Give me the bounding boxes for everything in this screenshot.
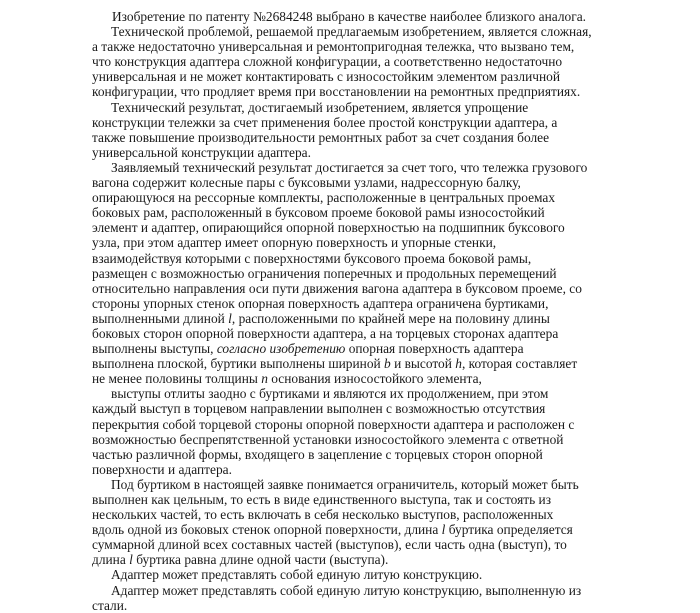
text-segment: стали. bbox=[92, 597, 128, 613]
text-line bbox=[0, 326, 700, 341]
text-segment: выступы отлиты заодно с буртиками и являются их продолжением, при этом bbox=[111, 386, 549, 402]
paragraph bbox=[0, 100, 700, 160]
paragraph bbox=[0, 386, 700, 477]
text-line bbox=[0, 432, 700, 447]
text-line bbox=[0, 311, 700, 326]
paragraph bbox=[0, 567, 700, 582]
text-segment: универсальной конструкции адаптера. bbox=[92, 144, 311, 160]
text-line bbox=[0, 417, 700, 432]
text-segment: суммарной длиной всех составных частей (выступов), если часть одна (выступ), то bbox=[92, 537, 567, 553]
text-segment: Заявляемый технический результат достигается за счет того, что тележка грузового bbox=[111, 159, 588, 175]
text-segment: Под буртиком в настоящей заявке понимается ограничитель, который может быть bbox=[111, 476, 579, 492]
italic-term: l bbox=[441, 522, 446, 538]
text-segment: возможностью беспрепятственной установки износостойкого элемента с ответной bbox=[92, 431, 564, 447]
text-segment: и высотой bbox=[390, 356, 456, 372]
text-line bbox=[0, 447, 700, 462]
text-line bbox=[0, 492, 700, 507]
italic-term: l bbox=[228, 310, 232, 326]
text-line bbox=[0, 583, 700, 598]
text-line bbox=[0, 220, 700, 235]
text-segment: опирающуюся на рессорные комплекты, расположенные в центральных проемах bbox=[92, 190, 556, 206]
text-line bbox=[0, 54, 700, 69]
text-segment: конструкции тележки за счет применения более простой конструкции адаптера, а bbox=[92, 114, 558, 130]
text-line bbox=[0, 462, 700, 477]
paragraph bbox=[0, 24, 700, 99]
text-line bbox=[0, 190, 700, 205]
text-line bbox=[0, 69, 700, 84]
paragraph bbox=[0, 9, 700, 24]
text-line bbox=[0, 205, 700, 220]
text-segment: выполнен как цельным, то есть в виде единственного выступа, так и состоять из bbox=[92, 492, 551, 507]
paragraph bbox=[0, 583, 700, 613]
paragraph bbox=[0, 160, 700, 386]
text-segment: вагона содержит колесные пары с буксовыми узлами, надрессорную балку, bbox=[92, 175, 521, 191]
italic-term: l bbox=[129, 552, 133, 568]
text-segment: перекрытия собой торцевой стороны опорной поверхности адаптера и расположен с bbox=[92, 416, 575, 432]
text-line bbox=[0, 537, 700, 552]
text-line bbox=[0, 598, 700, 613]
text-segment: взаимодействуя которыми с поверхностями буксового проема боковой рамы, bbox=[92, 250, 532, 266]
text-segment: выполненными длиной bbox=[92, 310, 229, 326]
text-segment: размещен с возможностью ограничения поперечных и продольных перемещений bbox=[92, 265, 557, 281]
text-line bbox=[0, 401, 700, 416]
text-line bbox=[0, 115, 700, 130]
text-segment: боковых рам, расположенный в буксовом проеме боковой рамы износостойкий bbox=[92, 205, 545, 221]
text-segment: Технической проблемой, решаемой предлагаемым изобретением, является сложная, bbox=[111, 24, 592, 40]
text-segment: частью различной формы, входящего в зацепление с торцевых сторон опорной bbox=[92, 446, 543, 462]
text-line bbox=[0, 266, 700, 281]
text-line bbox=[0, 552, 700, 567]
text-line bbox=[0, 522, 700, 537]
text-segment: , расположенными по крайней мере на половину длины bbox=[231, 310, 550, 326]
text-line bbox=[0, 175, 700, 190]
text-line bbox=[0, 281, 700, 296]
text-line bbox=[0, 9, 700, 24]
text-segment: выполнена плоской, буртики выполнены шириной bbox=[92, 356, 385, 372]
text-line bbox=[0, 24, 700, 39]
text-line bbox=[0, 84, 700, 99]
text-segment: опорная поверхность адаптера bbox=[345, 341, 524, 357]
italic-term: h bbox=[455, 356, 462, 372]
text-line bbox=[0, 130, 700, 145]
italic-term: n bbox=[261, 371, 268, 387]
text-segment: стороны упорных стенок опорная поверхность адаптера ограничена буртиками, bbox=[92, 295, 549, 311]
text-segment: также повышение производительности ремонтных работ за счет создания более bbox=[92, 129, 550, 145]
text-line bbox=[0, 39, 700, 54]
text-segment: выполнены выступы, bbox=[92, 341, 217, 357]
text-segment: каждый выступ в торцевом направлении выполнен с возможностью отсутствия bbox=[92, 401, 546, 417]
text-segment: не менее половины толщины bbox=[92, 371, 262, 387]
text-segment: , которая составляет bbox=[461, 356, 578, 372]
text-segment: элемент и адаптер, опирающийся опорной поверхностью на подшипник буксового bbox=[92, 220, 565, 236]
text-segment: поверхности и адаптера. bbox=[92, 461, 232, 477]
text-segment: Адаптер может представлять собой единую литую конструкцию, выполненную из bbox=[111, 582, 582, 598]
text-line bbox=[0, 235, 700, 250]
text-segment: длина bbox=[92, 552, 130, 568]
text-line bbox=[0, 356, 700, 371]
text-segment: Технический результат, достигаемый изобретением, является упрощение bbox=[111, 99, 529, 115]
text-segment: буртика равна длине одной части (выступа). bbox=[132, 552, 389, 568]
text-line bbox=[0, 100, 700, 115]
text-segment: конфигурации, что продляет время при восстановлении на ремонтных предприятиях. bbox=[92, 84, 581, 100]
text-line bbox=[0, 341, 700, 356]
text-line bbox=[0, 296, 700, 311]
text-segment: что конструкция адаптера сложной конфигурации, а соответственно недостаточно bbox=[92, 54, 563, 70]
text-segment: буртика определяется bbox=[445, 522, 573, 538]
text-segment: Изобретение по патенту №2684248 выбрано в качестве наиболее близкого аналога. bbox=[112, 9, 586, 24]
italic-term: согласно изобретению bbox=[216, 341, 346, 357]
text-line bbox=[0, 145, 700, 160]
text-segment: вдоль одной из боковых стенок опорной поверхности, длина bbox=[92, 522, 442, 538]
text-line bbox=[0, 386, 700, 401]
text-line bbox=[0, 507, 700, 522]
text-segment: Адаптер может представлять собой единую литую конструкцию. bbox=[111, 567, 483, 583]
text-line bbox=[0, 160, 700, 175]
text-segment: относительно направления оси пути движения вагона адаптера в буксовом проеме, со bbox=[92, 280, 582, 296]
text-segment: а также недостаточно универсальная и ремонтопригодная тележка, что вызвано тем, bbox=[92, 39, 575, 55]
text-segment: основания износостойкого элемента, bbox=[267, 371, 482, 387]
text-segment: нескольких частей, то есть включать в себя несколько выступов, расположенных bbox=[92, 507, 554, 523]
text-segment: универсальная и не может контактировать с износостойким элементом различной bbox=[92, 69, 561, 85]
text-line bbox=[0, 477, 700, 492]
text-line bbox=[0, 371, 700, 386]
text-line bbox=[0, 251, 700, 266]
text-segment: боковых сторон опорной поверхности адаптера, а на торцевых сторонах адаптера bbox=[92, 325, 559, 341]
text-line bbox=[0, 567, 700, 582]
paragraph bbox=[0, 477, 700, 568]
italic-term: b bbox=[384, 356, 391, 372]
text-segment: узла, при этом адаптер имеет опорную поверхность и упорные стенки, bbox=[92, 235, 497, 251]
